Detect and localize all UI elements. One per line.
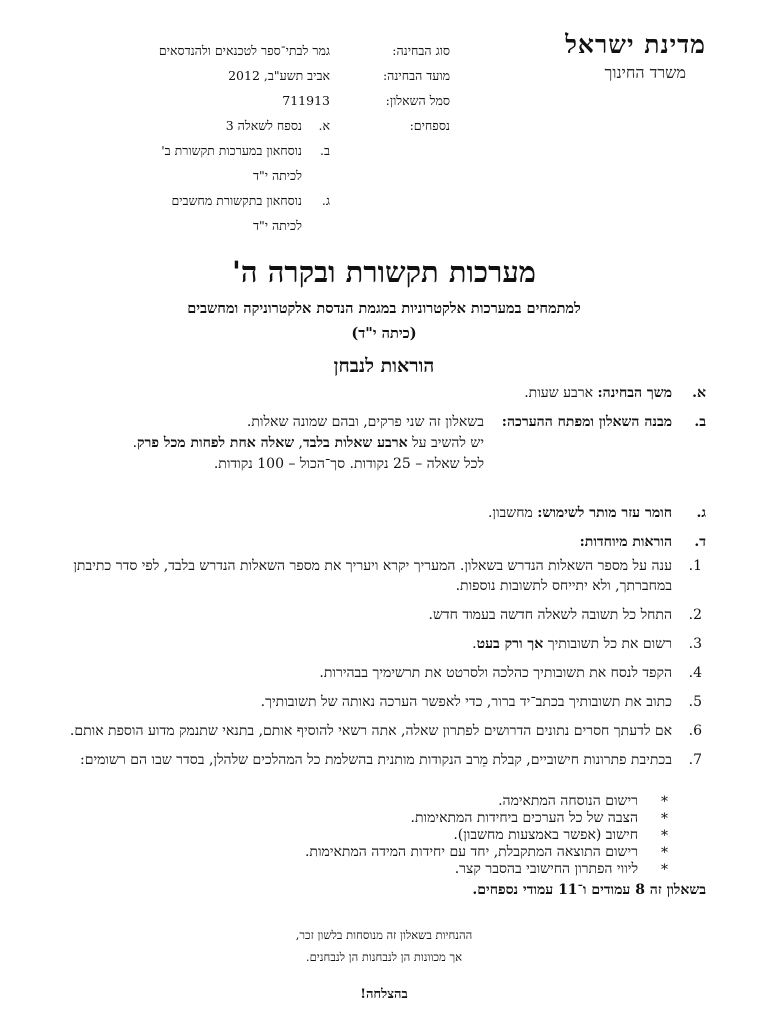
gender-note [0, 924, 768, 968]
list-item [60, 750, 706, 770]
bullet-star: * [661, 794, 668, 810]
item-text: רשום את כל תשובותיך [543, 636, 672, 652]
exam-subtitle: למתמחים במערכות אלקטרוניות במגמת הנדסת אלקטרוניקה ומחשבים [187, 300, 581, 317]
exam-date-row [50, 63, 450, 88]
item-number: 6. [688, 723, 702, 739]
exam-title: מערכות תקשורת ובקרה ה' [232, 255, 536, 289]
list-item [60, 634, 706, 654]
item-number: 2. [688, 607, 702, 623]
bullet-text: ליווי הפתרון החישובי בהסבר קצר. [454, 861, 638, 877]
exam-date-value: אביב תשע"ב, 2012 [228, 68, 330, 83]
appendix-text: לכיתה י"ד [252, 218, 302, 233]
exam-date-label: מועד הבחינה: [382, 68, 450, 83]
section-label: הוראות מיוחדות: [579, 534, 672, 550]
structure-line-3: לכל שאלה – 25 נקודות. סך־הכול – 100 נקודות. [213, 456, 484, 472]
bullet-item [60, 810, 672, 827]
calculation-steps-list [60, 793, 672, 878]
appendix-text: נספח לשאלה 3 [225, 118, 302, 133]
section-materials [80, 503, 706, 524]
bullet-star: * [661, 862, 668, 878]
item-text: כתוב את תשובותיך בכתב־יד ברור, כדי לאפשר הערכה נאותה של תשובותיך. [260, 694, 672, 710]
exam-code-value: 711913 [282, 93, 330, 108]
section-body [80, 503, 672, 524]
section-label: חומר עזר מותר לשימוש: [537, 505, 672, 521]
list-item [60, 605, 706, 625]
item-text: בכתיבת פתרונות חישוביים, קבלת מֵרב הנקודות מותנית בהשלמת כל המהלכים שלהלן, בסדר שבו הם רשומים: [80, 752, 672, 768]
section-letter: ב. [694, 414, 706, 430]
item-number: 3. [688, 636, 702, 652]
appendix-row-b [50, 138, 450, 163]
appendix-letter: ג. [321, 193, 330, 208]
section-text: ארבע שעות. [524, 385, 594, 401]
bullet-star: * [661, 811, 668, 827]
list-item [60, 663, 706, 683]
instructions-heading: הוראות לנבחן [333, 355, 435, 377]
exam-code-label: סמל השאלון: [385, 93, 450, 108]
list-item [60, 721, 706, 741]
bullet-item [60, 793, 672, 810]
item-number: 7. [688, 752, 702, 768]
item-text: התחל כל תשובה לשאלה חדשה בעמוד חדש. [428, 607, 672, 623]
gender-note-line-2: אך מכוונות הן לנבחנות הן לנבחנים. [305, 950, 463, 964]
bullet-item [60, 827, 672, 844]
section-body [80, 383, 672, 404]
section-body [80, 532, 672, 553]
item-text: אם לדעתך חסרים נתונים הדרושים לפתרון שאלה, אתה רשאי להוסיף אותם, בתנאי שתנמק מדוע הוספת אותם. [69, 723, 672, 739]
exam-type-value: גמר לבתי־ספר לטכנאים ולהנדסאים [158, 43, 330, 58]
good-luck: בהצלחה! [360, 987, 408, 1002]
bullet-text: רישום התוצאה המתקבלת, יחד עם יחידות המידה המתאימות. [304, 844, 638, 860]
section-special [80, 532, 706, 553]
bullet-star: * [661, 828, 668, 844]
pages-note: בשאלון זה 8 עמודים ו־11 עמודי נספחים. [472, 882, 706, 898]
item-text: . [472, 636, 477, 652]
section-text: מחשבון. [487, 505, 533, 521]
bullet-item [60, 861, 672, 878]
appendix-letter: א. [318, 118, 330, 133]
structure-bold: ארבע שאלות בלבד [303, 435, 408, 451]
section-duration [80, 383, 706, 404]
item-text: ענה על מספר השאלות הנדרש בשאלון. המעריך יקרא ויעריך את מספר השאלות הנדרש בלבד, לפי סדר כתיבתן במחברתך, ולא יתייחס לתשובות נוספות. [73, 558, 672, 594]
special-instructions-list [60, 556, 706, 779]
exam-type-label: סוג הבחינה: [392, 43, 450, 58]
bullet-text: רישום הנוסחה המתאימה. [498, 793, 638, 809]
exam-type-row [50, 38, 450, 63]
exam-grade: (כיתה י"ד) [351, 325, 417, 342]
item-number: 5. [688, 694, 702, 710]
bullet-text: חישוב (אפשר באמצעות מחשבון). [453, 827, 638, 843]
appendix-text: נוסחאון במערכות תקשורת ב' [161, 143, 302, 158]
structure-text: , [294, 435, 304, 451]
ministry-name: משרד החינוך [604, 63, 686, 82]
appendix-text: נוסחאון בתקשורת מחשבים [171, 193, 302, 208]
gender-note-line-1: ההנחיות בשאלון זה מנוסחות בלשון זכר, [295, 928, 473, 942]
appendix-letter: ב. [320, 143, 330, 158]
list-item [60, 692, 706, 712]
state-name: מדינת ישראל [565, 30, 706, 59]
bullet-star: * [661, 845, 668, 861]
structure-line-1: בשאלון זה שני פרקים, ובהם שמונה שאלות. [246, 414, 484, 430]
section-label: משך הבחינה: [597, 385, 672, 401]
bullet-text: הצבה של כל הערכים ביחידות המתאימות. [410, 810, 638, 826]
section-label: מבנה השאלון ומפתח ההערכה: [501, 414, 672, 430]
item-number: 1. [688, 558, 702, 574]
structure-text: . [132, 435, 138, 451]
appendix-text: לכיתה י"ד [252, 168, 302, 183]
section-letter: ג. [696, 505, 706, 521]
bullet-item [60, 844, 672, 861]
appendix-label: נספחים: [409, 118, 450, 133]
section-letter: א. [692, 385, 706, 401]
structure-bold: שאלה אחת לפחות מכל פרק [137, 435, 295, 451]
appendix-row-c-cont [50, 213, 450, 238]
section-body [80, 412, 484, 475]
section-letter: ד. [694, 534, 706, 550]
item-bold: אך ורק בעט [476, 636, 544, 652]
list-item [60, 556, 706, 596]
appendix-row-b-cont [50, 163, 450, 188]
exam-code-row [50, 88, 450, 113]
item-text: הקפד לנסח את תשובותיך כהלכה ולסרטט את תרשימיך בבהירות. [319, 665, 672, 681]
item-number: 4. [688, 665, 702, 681]
structure-line-2 [80, 433, 484, 454]
section-structure [80, 412, 706, 475]
appendix-row-a [50, 113, 450, 138]
structure-text: יש להשיב על [407, 435, 484, 451]
appendix-row-c [50, 188, 450, 213]
exam-details [50, 38, 450, 238]
